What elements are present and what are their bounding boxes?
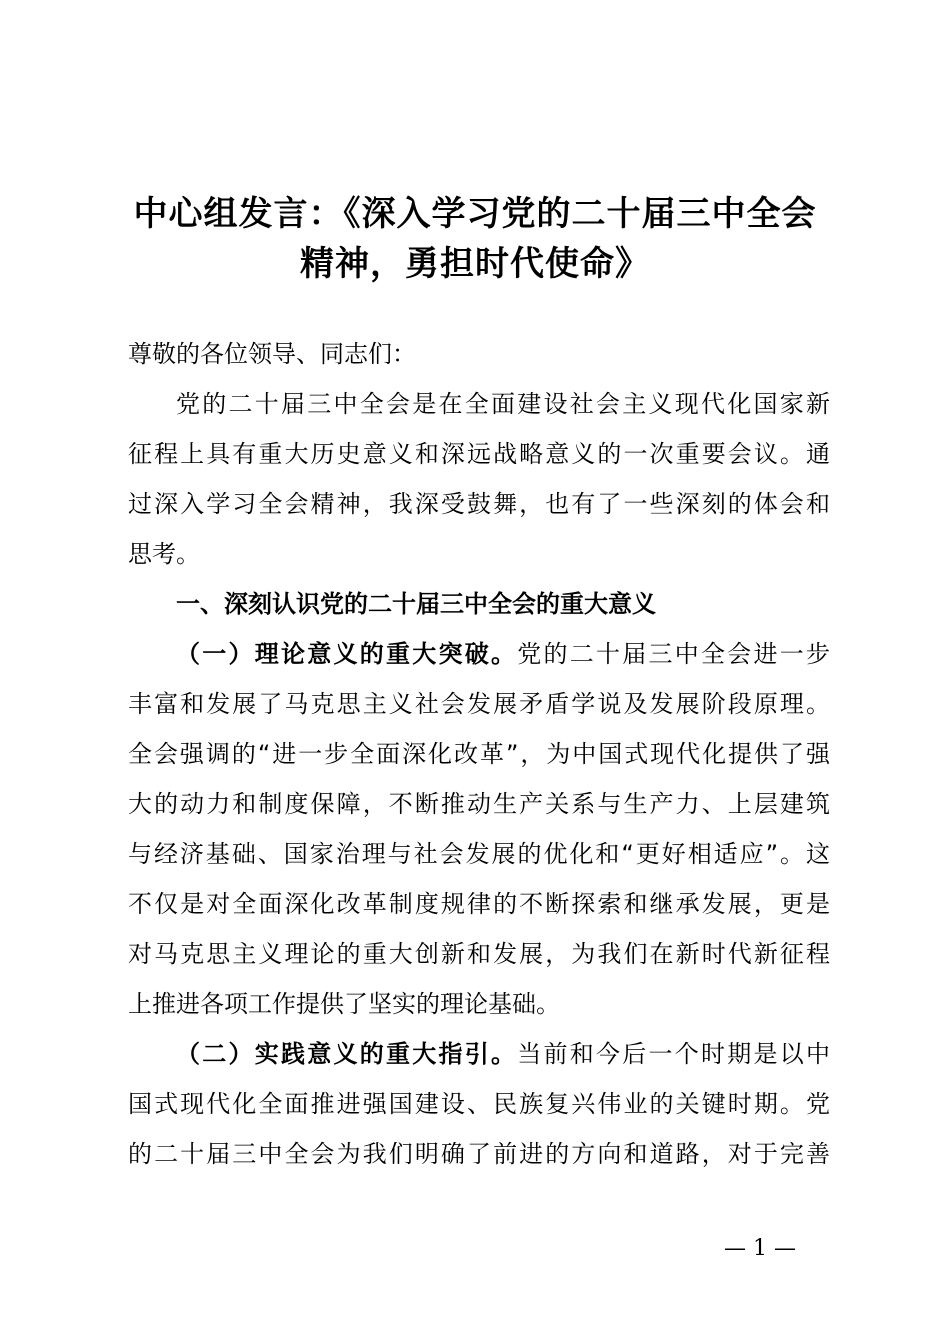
salutation: 尊敬的各位领导、同志们： <box>128 340 416 368</box>
subsection-2-line: 国式现代化全面推进强国建设、民族复兴伟业的关键时期。党 <box>128 1090 830 1118</box>
section-heading-1: 一、深刻认识党的二十届三中全会的重大意义 <box>176 590 656 618</box>
page-number: — 1 — <box>724 1236 796 1261</box>
subsection-2-first-line <box>176 1038 830 1070</box>
subsection-1-heading: （一）理论意义的重大突破。 <box>176 640 518 668</box>
intro-line: 征程上具有重大历史意义和深远战略意义的一次重要会议。通 <box>128 440 830 468</box>
intro-line: 过深入学习全会精神，我深受鼓舞，也有了一些深刻的体会和 <box>128 490 830 518</box>
subsection-1-line: 大的动力和制度保障，不断推动生产关系与生产力、上层建筑 <box>128 790 830 818</box>
subsection-1-line: 上推进各项工作提供了坚实的理论基础。 <box>128 990 560 1018</box>
intro-line: 党的二十届三中全会是在全面建设社会主义现代化国家新 <box>176 390 830 418</box>
document-title-line-2: 精神，勇担时代使命》 <box>300 244 650 284</box>
document-title-line-1: 中心组发言：《深入学习党的二十届三中全会 <box>133 194 817 234</box>
subsection-1-line: 对马克思主义理论的重大创新和发展，为我们在新时代新征程 <box>128 940 830 968</box>
subsection-2-heading: （二）实践意义的重大指引。 <box>176 1040 518 1068</box>
subsection-1-line: 丰富和发展了马克思主义社会发展矛盾学说及发展阶段原理。 <box>128 690 830 718</box>
subsection-1-first-line <box>176 638 830 670</box>
intro-line: 思考。 <box>128 540 200 568</box>
subsection-2-line: 的二十届三中全会为我们明确了前进的方向和道路，对于完善 <box>128 1140 830 1168</box>
subsection-1-text: 党的二十届三中全会进一步 <box>517 640 830 668</box>
subsection-1-line: 与经济基础、国家治理与社会发展的优化和“更好相适应”。这 <box>128 840 830 868</box>
subsection-1-line: 全会强调的“进一步全面深化改革”，为中国式现代化提供了强 <box>128 740 830 768</box>
subsection-1-line: 不仅是对全面深化改革制度规律的不断探索和继承发展，更是 <box>128 890 830 918</box>
subsection-2-text: 当前和今后一个时期是以中 <box>517 1040 830 1068</box>
